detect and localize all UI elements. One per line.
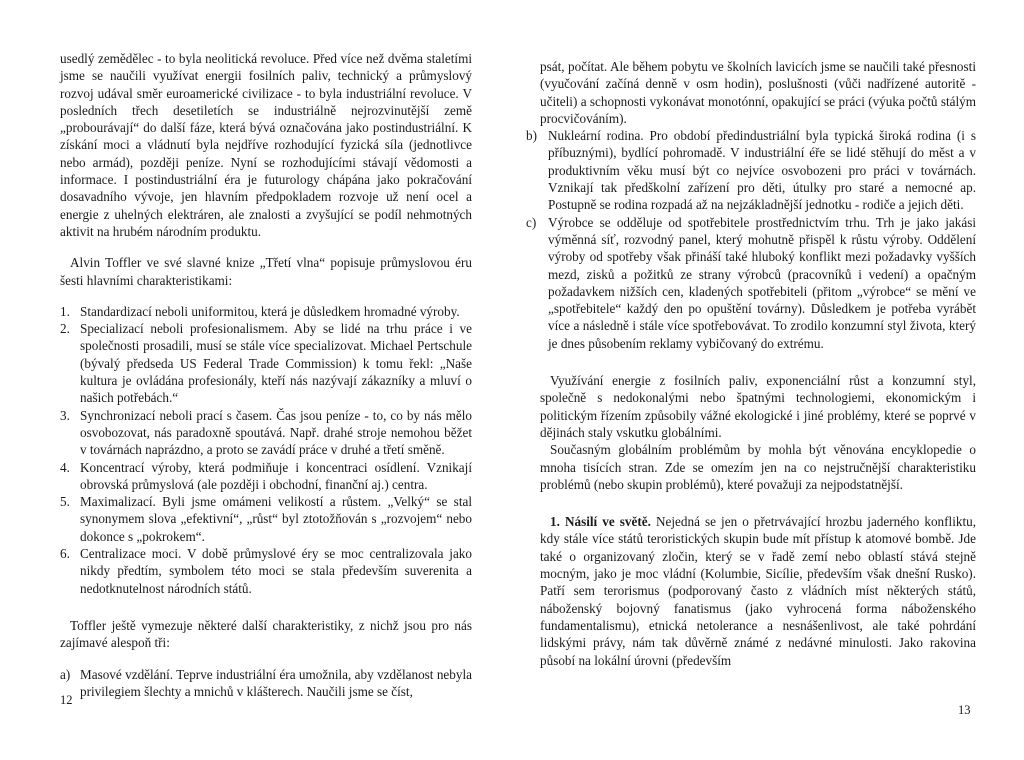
- list-item: [60, 407, 472, 459]
- list-item: [60, 493, 472, 545]
- list-letter: c): [526, 214, 537, 230]
- list-item: [60, 666, 472, 701]
- alpha-list: [60, 666, 472, 701]
- intro-paragraph: usedlý zemědělec - to byla neolitická revoluce. Před více než dvěma staletími jsme se naučili využívat energii fosilních paliv, technický a průmyslový rozvoj udával směr euroamerické civilizace - to byla industriální revoluce. V posledních třech desetiletích se industriálně nejrozvinutější země „probourávají“ do další fáze, která bývá označována jako postindustriální. K získání moci a vládnutí byla nejdříve rozhodující fyzická síla (jednotlivce nebo armád), později peníze. Nyní se rozhodujícími stávají vědomosti a informace. I postindustriální éra je futurology chápána jako pokračování dosavadního vývoje, jen hlavním předpokladem rozvoje už není ocel a energie z uhelných elektráren, ale znalosti a zvyšující se podíl nehmotných aktivit na hrubém národním produktu.: [60, 51, 472, 239]
- list-item: [60, 303, 472, 320]
- list-number: 2.: [60, 321, 70, 337]
- list-item: [60, 545, 472, 597]
- list-letter: a): [60, 666, 71, 682]
- page-number-right: 13: [958, 703, 971, 717]
- list-item-text: Specializací neboli profesionalismem. Aby se lidé na trhu práce i ve společnosti prosadili, musí se stále více specializovat. Michael Pertschule (bývalý předseda US Federal Trade Commission) k tomu řekl: „Naše kultura je ovládána profesionály, kteří nás nazývají zákazníky a mluví o našich potřebách.“: [80, 321, 472, 406]
- toffler-intro-paragraph: Alvin Toffler ve své slavné knize „Třetí vlna“ popisuje průmyslovou éru šesti hlavními charakteristikami:: [60, 255, 472, 288]
- right-page: [512, 0, 1024, 760]
- right-page-text: [526, 58, 977, 669]
- further-characteristics-paragraph: Toffler ještě vymezuje některé další charakteristiky, z nichž jsou pro nás zajímavé alespoň tři:: [60, 617, 472, 651]
- list-number: 5.: [60, 494, 70, 510]
- list-item-text: Masové vzdělání. Teprve industriální éra umožnila, aby vzdělanost nebyla privilegiem šlechty a mnichů v klášterech. Naučili jsme se číst,: [80, 666, 472, 699]
- list-number: 4.: [60, 459, 70, 475]
- list-item-text: Synchronizací neboli prací s časem. Čas jsou peníze - to, co by nás mělo osvobozovat, nás paradoxně spoutává. Např. drahé stroje nemohou běžet v továrnách naprázdno, a proto se zavádí práce v druhé a třetí směně.: [80, 407, 472, 458]
- global-problems-paragraph: Současným globálním problémům by mohla být věnována encyklopedie o mnoha tisících stran. Zde se omezím jen na co nejstručnější charakteristiku problémů (nebo skupin problémů), které považuji za nejpodstatnější.: [540, 442, 976, 492]
- list-letter: b): [526, 128, 537, 144]
- violence-paragraph: [540, 513, 976, 669]
- left-page-text: [60, 50, 472, 700]
- page-number-left: 12: [60, 693, 73, 707]
- list-item-text: Centralizace moci. V době průmyslové éry se moc centralizovala jako nikdy předtím, symbolem této moci se stala především suverenita a nedotknutelnost národních států.: [80, 546, 472, 596]
- section-heading: 1. Násilí ve světě.: [550, 514, 651, 530]
- alpha-list: [526, 127, 976, 352]
- list-item-text: Koncentrací výroby, která podmiňuje i koncentraci osídlení. Vznikají obrovská průmyslová (ale později i obchodní, finanční aj.) centra.: [80, 459, 472, 492]
- energy-paragraph: Využívání energie z fosilních paliv, exponenciální růst a konzumní styl, společně s nedokonalými nebo špatnými technologiemi, ekonomickým i politickým řízením způsobily vážné ekologické i jiné problémy, které se poprvé v dějinách staly vskutku globálními.: [540, 373, 976, 440]
- list-item: [60, 320, 472, 406]
- list-item-text: Standardizací neboli uniformitou, která je důsledkem hromadné výroby.: [80, 303, 460, 319]
- characteristics-list: [60, 303, 472, 597]
- list-item: [526, 127, 976, 213]
- list-item: [526, 214, 976, 352]
- list-number: 6.: [60, 546, 70, 562]
- list-number: 1.: [60, 303, 70, 319]
- list-number: 3.: [60, 407, 70, 423]
- list-item-text: Maximalizací. Byli jsme omámeni velikostí a růstem. „Velký“ se stal synonymem slova „efektivní“, „růst“ byl ztotožňován s „rozvojem“ nebo dokonce s „pokrokem“.: [80, 494, 472, 544]
- violence-text: Nejedná se jen o přetrvávající hrozbu jaderného konfliktu, kdy stále více států teroristických skupin bude mít přístup k atomové bombě. Jde také o organizovaný zločin, který se v řadě zemí nebo oblastí stává stejně mocným, jako je moc vládní (Kolumbie, Sicílie, především však dnešní Rusko). Patří sem terorismus (podporovaný často z vládních míst některých států, náboženský bojovný fanatismus (jako vyhrocená forma náboženského fundamentalismu), etnická netolerance a nesnášenlivost, ale také pohrdání lidskými právy, nám tak důvěrně známé z nedávné minulosti. Jako rakovina působí na lokální úrovni (především: [540, 514, 977, 668]
- list-item: [60, 459, 472, 494]
- list-item-text: Výrobce se odděluje od spotřebitele prostřednictvím trhu. Trh je jako jakási výměnná síť, rozvodný panel, který mohutně přispěl k růstu výroby. Oddělení výroby od spotřeby však přináší také hluboký konflikt mezi požadavky vyšších mezd, zisků a požitků ze strany výrobců (pracovníků i vedení) a opačným požadavkem nižších cen, kladených spotřebiteli (přitom „výrobce“ se mění ve „spotřebitele“ každý den po opuštění továrny). Důsledkem je potřeba vyrábět více a následně i stále více spotřebovávat. To zrodilo konzumní styl života, který je dnes působením reklamy vybičovaný do extrému.: [548, 214, 976, 351]
- item-a-continuation: psát, počítat. Ale během pobytu ve školních lavicích jsme se naučili také přesnosti (vyučování začíná denně v osm hodin), poslušnosti (vůči nadřízené autoritě - učiteli) a schopnosti vykonávat monotónní, opakující se práci (výuka počtů stálým procvičováním).: [540, 59, 976, 126]
- list-item-text: Nukleární rodina. Pro období předindustriální byla typická široká rodina (i s příbuznými), bydlící pohromadě. V industriální éře se lidé stěhují do měst a v produktivním věku musí být co nejvíce osvobozeni pro práci v továrnách. Vznikají tak předškolní zařízení pro děti, útulky pro staré a nemocné ap. Postupně se rodina rozpadá až na nejzákladnější jednotku - rodiče a jejich děti.: [548, 128, 976, 213]
